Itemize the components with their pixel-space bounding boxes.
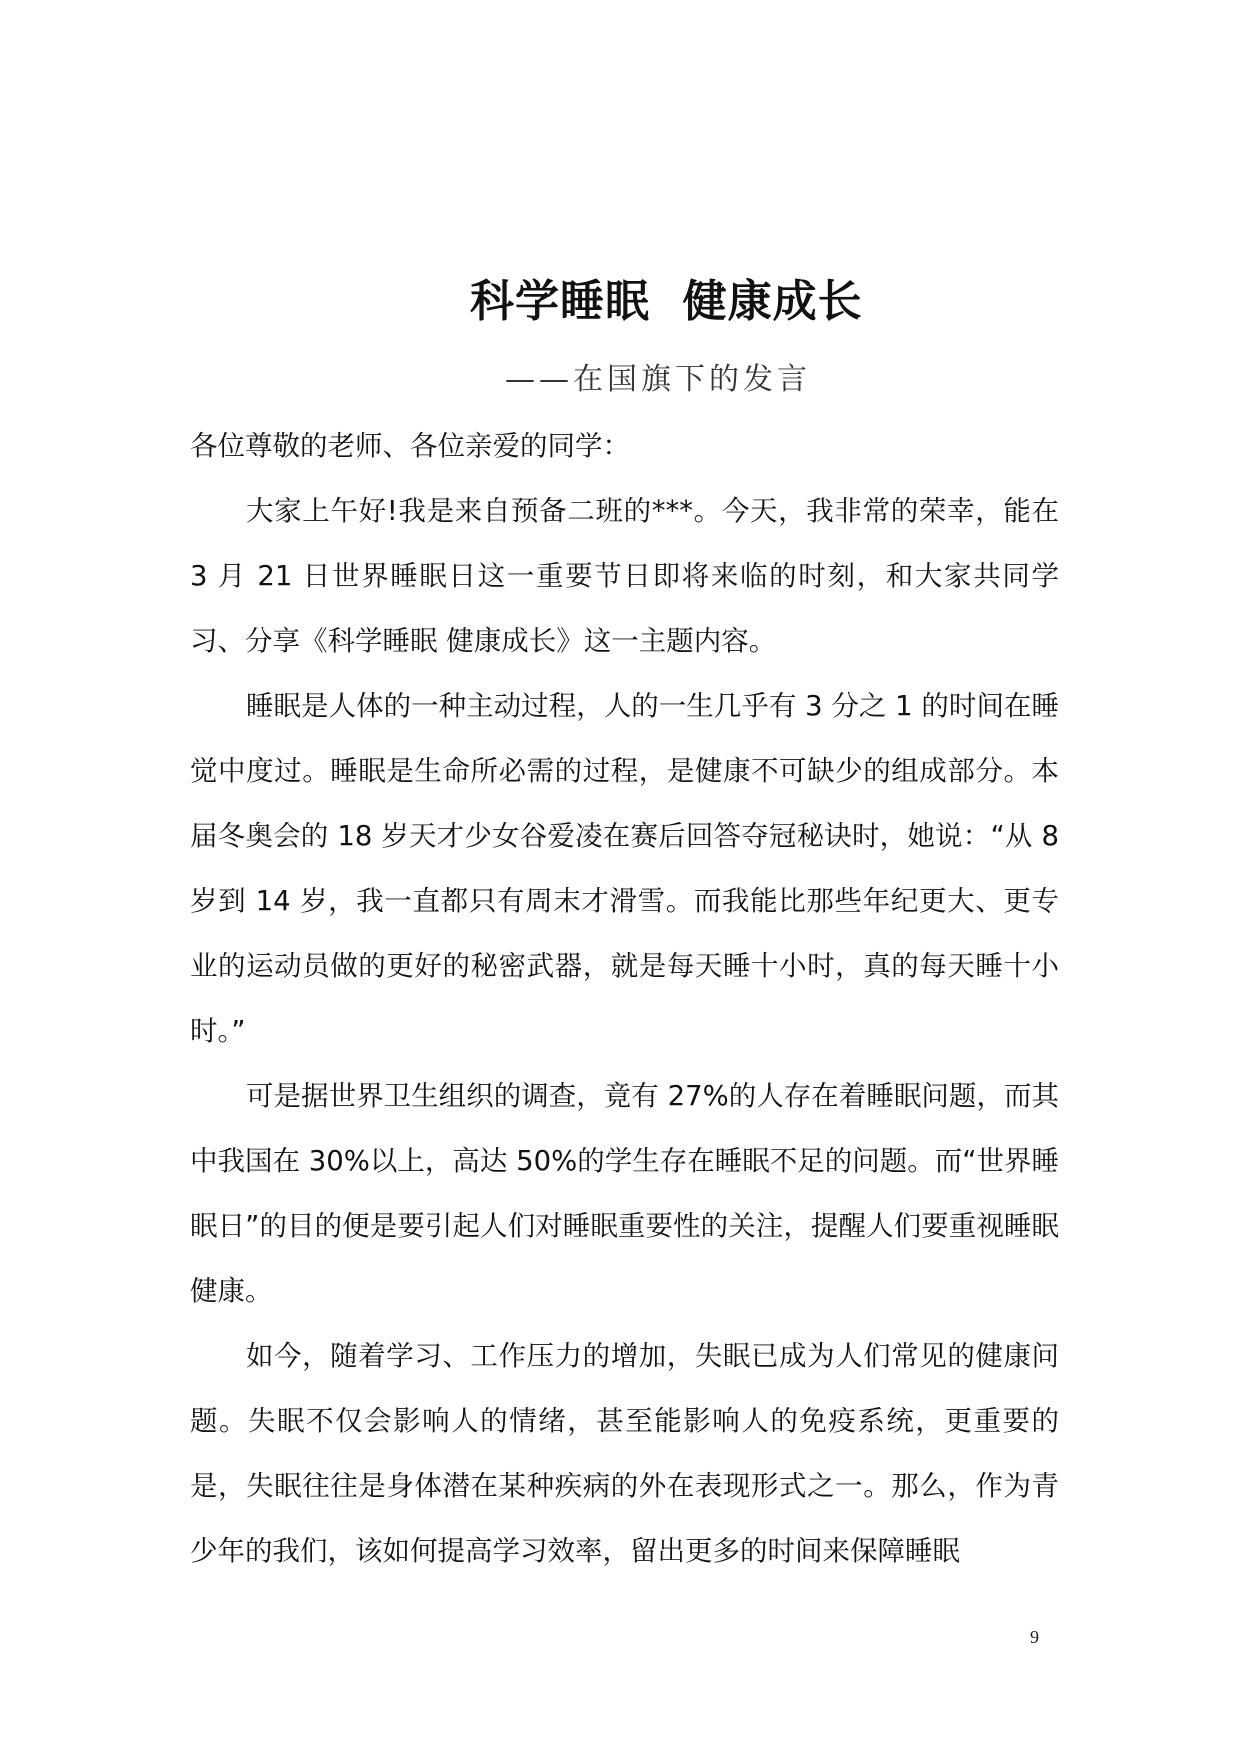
paragraph-survey: 可是据世界卫生组织的调查，竟有 27%的人存在着睡眠问题，而其中我国在 30%以上，高达 50%的学生存在睡眠不足的问题。而“世界睡眠日”的目的便是要引起人们对睡眠重要性的关注，提醒人们要重视睡眠健康。 bbox=[190, 1080, 1059, 1307]
document-title: 科学睡眠 健康成长 bbox=[470, 276, 863, 327]
document-body bbox=[190, 479, 1059, 1584]
paragraph-greeting: 大家上午好!我是来自预备二班的***。今天，我非常的荣幸，能在 3 月 21 日世界睡眠日这一重要节日即将来临的时刻，和大家共同学习、分享《科学睡眠 健康成长》这一主题内容。 bbox=[190, 495, 1059, 657]
salutation: 各位尊敬的老师、各位亲爱的同学： bbox=[190, 430, 630, 462]
document-subtitle: ——在国旗下的发言 bbox=[505, 362, 811, 397]
page-number: 9 bbox=[1030, 1627, 1039, 1647]
paragraph-sleep-importance: 睡眠是人体的一种主动过程，人的一生几乎有 3 分之 1 的时间在睡觉中度过。睡眠是生命所必需的过程，是健康不可缺少的组成部分。本届冬奥会的 18 岁天才少女谷爱凌在赛后回答夺冠秘诀时，她说：“从 8 岁到 14 岁，我一直都只有周末才滑雪。而我能比那些年纪更大、更专业的运动员做的更好的秘密武器，就是每天睡十小时，真的每天睡十小时。” bbox=[190, 690, 1059, 1047]
paragraph-insomnia: 如今，随着学习、工作压力的增加，失眠已成为人们常见的健康问题。失眠不仅会影响人的情绪，甚至能影响人的免疫系统，更重要的是，失眠往往是身体潜在某种疾病的外在表现形式之一。那么，作为青少年的我们，该如何提高学习效率，留出更多的时间来保障睡眠 bbox=[190, 1340, 1059, 1567]
